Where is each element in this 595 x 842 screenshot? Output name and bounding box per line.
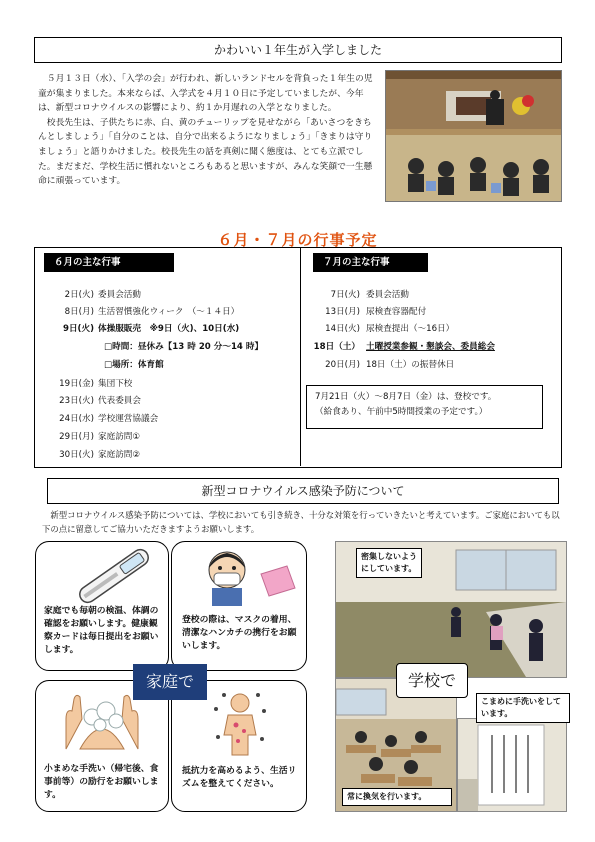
- june-row: [38, 431, 140, 443]
- handwash-poster-illustration: [458, 719, 566, 811]
- june-row: [38, 289, 141, 301]
- june-date: 29日(月): [59, 432, 94, 442]
- body-immunity-icon: [210, 689, 270, 759]
- card-handwash-text: 小まめな手洗い（帰宅後、食事前等）の励行をお願いします。: [44, 764, 159, 800]
- june-event: 生活習慣強化ウィーク （～１４日）: [98, 307, 240, 317]
- card-lifestyle-text: 抵抗力を高めるよう、生活リズムを整えてください。: [182, 766, 297, 789]
- june-detail-time: □時間：昼休み【13 時 20 分～14 時】: [104, 342, 264, 352]
- june-date: 2日(火): [64, 290, 94, 300]
- june-date: 30日(火): [59, 450, 94, 460]
- july-event: 18日（土）の振替休日: [366, 360, 455, 370]
- enrollment-paragraph-1: ５月１３日（水）、「入学の会」が行われ、新しいランドセルを背負った１年生の児童が集まりました。本来ならば、入学式を４月１０日に予定していましたが、今年は、新型コロナウイルスの影響により、約１か月遅れの入学となりました。: [38, 74, 373, 114]
- june-row: [38, 378, 132, 390]
- caption-no-crowding: 密集しないようにしています。: [356, 548, 422, 578]
- july-row: [304, 359, 454, 371]
- june-detail-place: □場所：体育館: [104, 360, 164, 370]
- prevention-intro: 新型コロナウイルス感染予防については、学校においても引き続き、十分な対策を行っていきたいと考えています。ご家庭においても以下の点に留意してご協力いただきますようお願いします。: [42, 510, 560, 534]
- july-event: 尿検査提出（～16日）: [366, 324, 455, 334]
- june-date: 8日(月): [64, 307, 94, 317]
- ceremony-photo-illustration: [386, 71, 561, 201]
- handkerchief-icon: [257, 564, 297, 598]
- june-row: [38, 395, 141, 407]
- july-note-box: [306, 385, 543, 429]
- june-event: 委員会活動: [98, 290, 141, 300]
- enrollment-paragraph-2: 校長先生は、子供たちに赤、白、黄のチューリップを見せながら「あいさつをきちんとしましょう」「自分のことは、自分で出来るようになりましょう」「きまりは守りましょう」と語りかけました。校長先生の話を真剣に聞く態度は、とても立派でした。まだまだ、学校生活に慣れないところもあると思いますが、みんな笑顔で一生懸命に頑張っています。: [38, 117, 373, 187]
- july-heading: ７月の主な行事: [313, 253, 428, 272]
- july-date: 13日(月): [325, 307, 360, 317]
- card-mask-text: 登校の際は、マスクの着用、清潔なハンカチの携行をお願いします。: [182, 615, 297, 651]
- july-row: [304, 341, 495, 353]
- thermometer-icon: [64, 546, 164, 606]
- enrollment-ceremony-photo: [385, 70, 562, 202]
- june-row: [38, 413, 158, 425]
- july-event: 委員会活動: [366, 290, 409, 300]
- june-date: 23日(火): [59, 396, 94, 406]
- photo-handwash-poster: [457, 718, 567, 812]
- july-note-line1: 7月21日（火）～8月7日（金）は、登校です。: [315, 392, 497, 402]
- mask-face-icon: [202, 548, 252, 606]
- june-event: 集団下校: [98, 379, 133, 389]
- july-date: 14日(火): [325, 324, 360, 334]
- june-row: [38, 323, 239, 335]
- july-note-line2: （給食あり、午前中5時間授業の予定です。）: [315, 407, 488, 417]
- june-event: 家庭訪問②: [98, 450, 141, 460]
- july-row: [304, 306, 426, 318]
- july-row: [304, 323, 454, 335]
- june-event: 家庭訪問①: [98, 432, 141, 442]
- card-mask: [171, 541, 307, 671]
- july-date: 18日（土）: [313, 342, 360, 352]
- july-date: 7日(火): [330, 290, 360, 300]
- july-row: [304, 289, 409, 301]
- enrollment-text: [38, 72, 375, 189]
- card-temperature: [35, 541, 169, 671]
- july-event: 土曜授業参観・懇談会、委員総会: [366, 342, 495, 352]
- caption-handwash: こまめに手洗いをしています。: [476, 693, 570, 723]
- section-title-enrollment: かわいい１年生が入学しました: [34, 37, 562, 63]
- card-temperature-text: 家庭でも毎朝の検温、体調の確認をお願いします。健康観察カードは毎日提出をお願いします。: [44, 606, 159, 655]
- june-event: 学校運営協議会: [98, 414, 159, 424]
- june-date: 9日(火): [62, 324, 94, 334]
- schedule-divider: [300, 247, 301, 466]
- june-heading: ６月の主な行事: [44, 253, 174, 272]
- july-date: 20日(月): [325, 360, 360, 370]
- home-label: 家庭で: [133, 664, 207, 700]
- school-label: 学校で: [396, 663, 468, 698]
- june-row: [38, 449, 140, 461]
- june-date: 19日(金): [59, 379, 94, 389]
- schedule-title: ６月・７月の行事予定: [217, 231, 378, 249]
- june-date: 24日(水): [59, 414, 94, 424]
- caption-ventilation: 常に換気を行います。: [342, 788, 452, 806]
- july-event: 尿検査容器配付: [366, 307, 427, 317]
- june-event: 代表委員会: [98, 396, 141, 406]
- june-row: [38, 306, 239, 318]
- june-event: 体操服販売 ※9日（火)、10日(水): [98, 324, 240, 334]
- section-title-prevention: 新型コロナウイルス感染予防について: [47, 478, 559, 504]
